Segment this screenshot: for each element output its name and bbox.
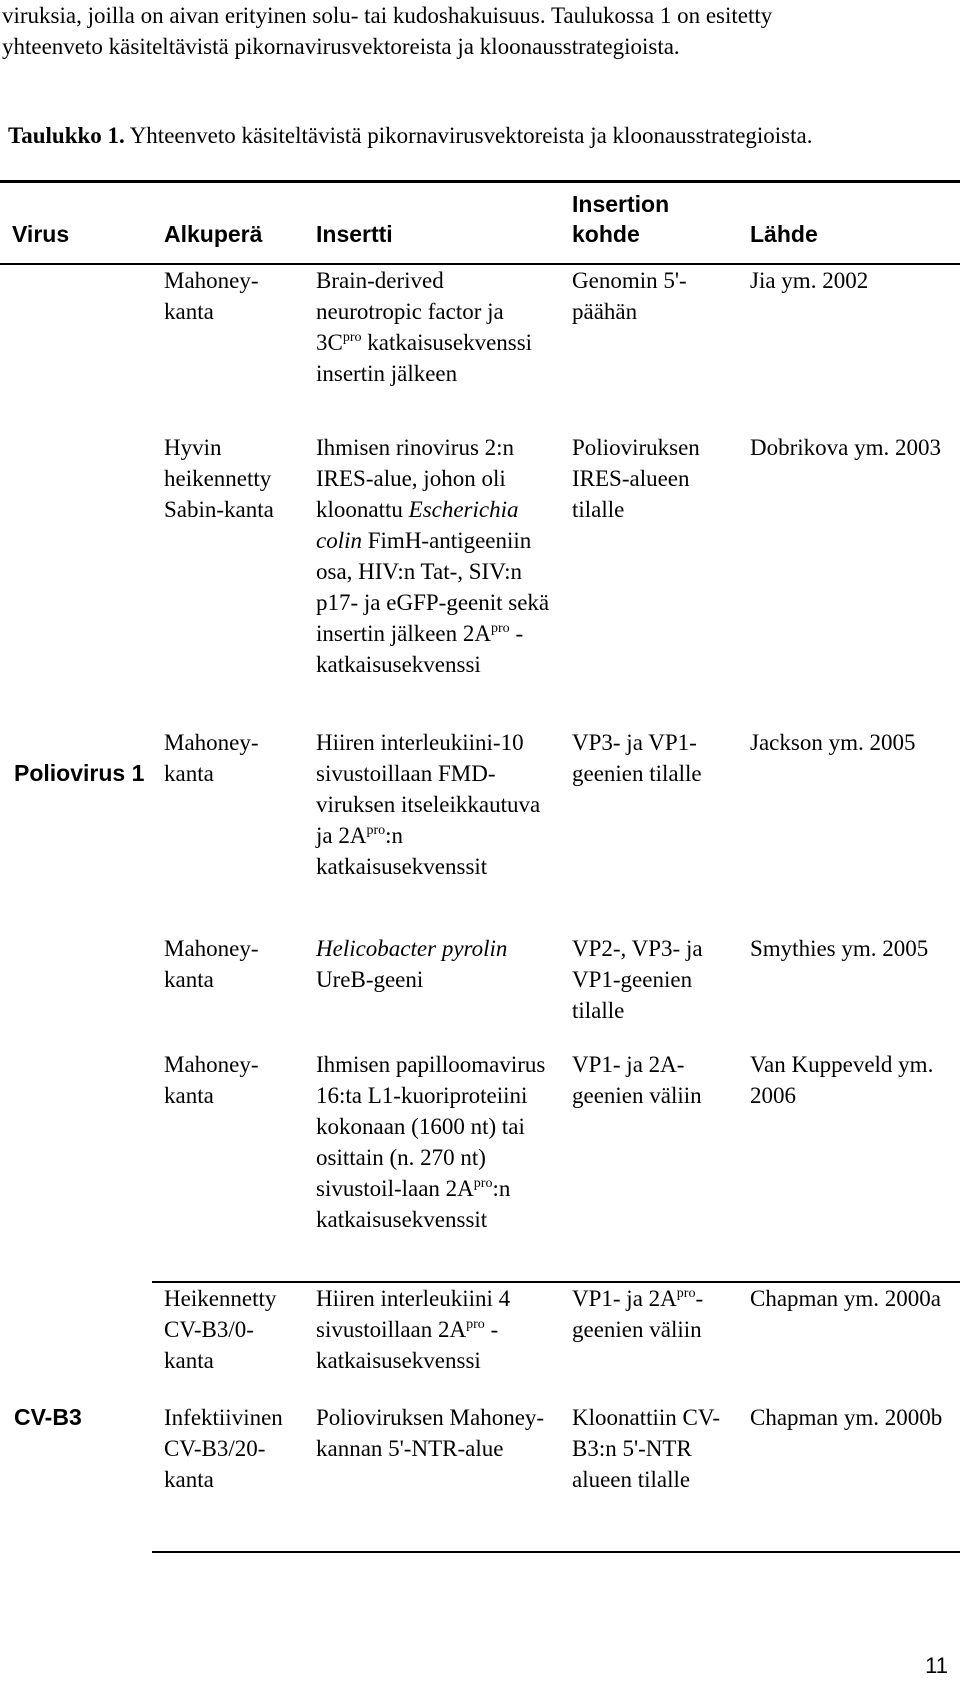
cell-insert: Hiiren interleukiini-10 sivustoillaan FMD-viruksen itseleikkautuva ja $2A^{pro}:n$ katkaisusekvenssit	[316, 730, 541, 879]
header-insertion-site	[560, 182, 738, 265]
cell-insert: Ihmisen rinovirus 2:n IRES-alue, johon oli kloonattu Escherichia colin FimH-antigeeniin osa, HIV:n Tat-, SIV:n p17- ja eGFP-geenit sekä insertin jälkeen $2A^{pro}$ -katkaisusekvenssi	[316, 435, 550, 677]
intro-paragraph	[2, 0, 952, 62]
cell-origin: Mahoney-kanta	[164, 730, 259, 786]
header-origin: Alkuperä	[152, 182, 304, 265]
page-number: 11	[925, 1653, 948, 1678]
cell-origin: Mahoney-kanta	[152, 1049, 304, 1282]
header-site-line-2: kohde	[572, 221, 640, 247]
intro-line-1: viruksia, joilla on aivan erityinen solu- tai kudoshakuisuus. Taulukossa 1 on esitetty	[2, 3, 773, 28]
cell-source: Jackson ym. 2005	[750, 730, 916, 755]
cell-site: VP3- ja VP1-geenien tilalle	[572, 730, 702, 786]
cell-insert: Brain-derived neurotropic factor ja $3C^{pro}$ katkaisusekvenssi insertin jälkeen	[316, 268, 533, 386]
intro-line-2: yhteenveto käsiteltävistä pikornavirusvektoreista ja kloonausstrategioista.	[2, 34, 680, 59]
group-cv-b3: CV-B3	[14, 1403, 82, 1430]
table-row	[0, 1282, 960, 1402]
vector-summary-table	[0, 180, 960, 1553]
cell-site: Kloonattiin CV-B3:n 5'-NTR alueen tilalle	[560, 1402, 738, 1552]
cell-origin: Mahoney-kanta	[164, 268, 259, 324]
cell-origin: Heikennetty CV-B3/0-kanta	[164, 1286, 277, 1373]
cell-site: VP2-, VP3- ja VP1-geenien tilalle	[572, 936, 703, 1023]
cell-insert: Hiiren interleukiini 4 sivustoillaan $2A^{pro}$ -katkaisusekvenssi	[316, 1286, 511, 1373]
cell-source: Chapman ym. 2000a	[750, 1286, 941, 1311]
table-row	[0, 264, 960, 432]
cell-site: VP1- ja $2A^{pro}$-geenien väliin	[572, 1286, 704, 1342]
table-caption	[8, 120, 953, 151]
cell-source: Jia ym. 2002	[750, 268, 869, 293]
header-site-line-1: Insertion	[572, 191, 670, 217]
cell-insert: Ihmisen papilloomavirus 16:ta L1-kuoriproteiini kokonaan (1600 nt) tai osittain (n. 270 nt) sivustoil-laan $2A^{pro}:n$ katkaisusekvenssit	[304, 1049, 560, 1282]
cell-insert: Polioviruksen Mahoney-kannan 5'-NTR-alue	[304, 1402, 560, 1552]
caption-label: Taulukko 1.	[8, 123, 125, 148]
header-insert: Insertti	[304, 182, 560, 265]
cell-source: Van Kuppeveld ym. 2006	[738, 1049, 960, 1282]
header-source: Lähde	[738, 182, 960, 265]
cell-origin: Hyvin heikennetty Sabin-kanta	[164, 435, 274, 522]
cell-insert: Helicobacter pyrolin UreB-geeni	[316, 936, 508, 992]
group-poliovirus-1: Poliovirus 1	[14, 760, 145, 786]
cell-site: Polioviruksen IRES-alueen tilalle	[572, 435, 700, 522]
caption-text: Yhteenveto käsiteltävistä pikornavirusvektoreista ja kloonausstrategioista.	[124, 123, 813, 148]
cell-site: Genomin 5'-päähän	[572, 268, 687, 324]
table-header-row	[0, 182, 960, 265]
cell-source: Dobrikova ym. 2003	[750, 435, 942, 460]
cell-source: Chapman ym. 2000b	[738, 1402, 960, 1552]
cell-origin: Mahoney-kanta	[164, 936, 259, 992]
cell-origin: Infektiivinen CV-B3/20-kanta	[152, 1402, 304, 1552]
cell-source: Smythies ym. 2005	[750, 936, 929, 961]
cell-site: VP1- ja 2A-geenien väliin	[560, 1049, 738, 1282]
header-virus: Virus	[0, 182, 152, 265]
